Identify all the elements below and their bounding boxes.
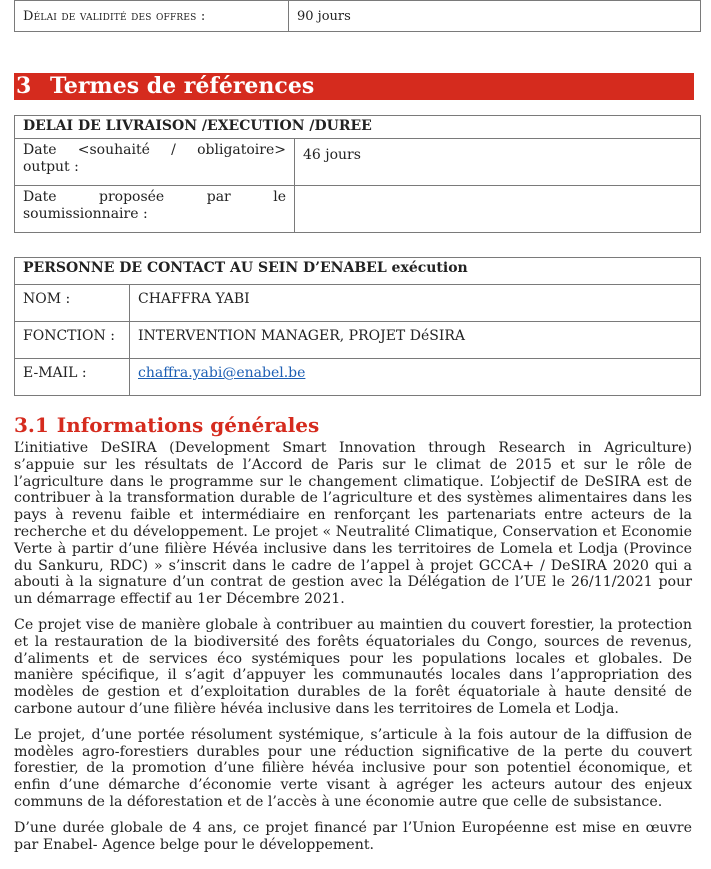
offer-validity-value: 90 jours [289,1,701,32]
subsection-number: 3.1 [14,413,49,437]
table-header-row [15,116,701,139]
section-title: Termes de références [50,73,315,99]
table-row [15,285,701,322]
contact-table [14,257,701,396]
subsection-title: Informations générales [56,413,320,437]
contact-header: PERSONNE DE CONTACT AU SEIN D’ENABEL exécution [15,258,701,285]
section-number: 3 [16,73,32,99]
table-row [15,322,701,359]
delivery-date-required-value: 46 jours [295,139,701,186]
contact-email-label: E-MAIL : [15,359,130,396]
subsection-heading [14,413,319,437]
delivery-date-required-label: Date <souhaité / obligatoire> output : [15,139,295,186]
contact-name-label: NOM : [15,285,130,322]
paragraph: D’une durée globale de 4 ans, ce projet financé par l’Union Européenne est mise en œuvre par Enabel- Agence belge pour le développement. [14,819,692,853]
table-row [15,359,701,396]
paragraph: Le projet, d’une portée résolument systémique, s’articule à la fois autour de la diffusion de modèles agro-forestiers durables pour une réduction significative de la perte du couvert forestier, de la promotion d’une filière hévéa inclusive pour son potentiel économique, et enfin d’une démarche d’économie verte visant à agréger les acteurs autour des enjeux communs de la déforestation et de l’accès à une économie autre que celle de subsistance. [14,726,692,810]
body-text [14,440,692,862]
offer-validity-label: Délai de validité des offres : [15,1,289,32]
delivery-header: DELAI DE LIVRAISON /EXECUTION /DUREE [15,116,701,139]
section-heading-bar [14,73,694,100]
paragraph: L’initiative DeSIRA (Development Smart Innovation through Research in Agriculture) s’appuie sur les résultats de l’Accord de Paris sur le climat de 2015 et sur le rôle de l’agriculture dans le programme sur le changement climatique. L’objectif de DeSIRA est de contribuer à la transformation durable de l’agriculture et des systèmes alimentaires dans les pays à revenu faible et intermédiaire en renforçant les partenariats entre acteurs de la recherche et du développement. Le projet « Neutralité Climatique, Conservation et Economie Verte à partir d’une filière Hévéa inclusive dans les territoires de Lomela et Lodja (Province du Sankuru, RDC) » s’inscrit dans le cadre de l’appel à projet GCCA+ / DeSIRA 2020 qui a abouti à la signature d’un contrat de gestion avec la Délégation de l’UE le 26/11/2021 pour un démarrage effectif au 1er Décembre 2021. [14,440,692,608]
table-row [15,1,701,32]
contact-function-label: FONCTION : [15,322,130,359]
contact-name-value: CHAFFRA YABI [130,285,701,322]
table-row [15,139,701,186]
table-row [15,186,701,233]
delivery-date-proposed-value[interactable] [295,186,701,233]
paragraph: Ce projet vise de manière globale à contribuer au maintien du couvert forestier, la protection et la restauration de la biodiversité des forêts équatoriales du Congo, sources de revenus, d’aliments et de services éco systémiques pour les populations locales et globales. De manière spécifique, il s’agit d’appuyer les communautés locales dans l’appropriation des modèles de gestion et d’exploitation durables de la forêt équatoriale à haute densité de carbone autour d’une filière hévéa inclusive dans les territoires de Lomela et Lodja. [14,616,692,717]
contact-function-value: INTERVENTION MANAGER, PROJET DéSIRA [130,322,701,359]
contact-email-link[interactable]: chaffra.yabi@enabel.be [138,365,306,381]
offer-validity-table [14,0,701,32]
delivery-table [14,115,701,233]
delivery-date-proposed-label: Date proposée par le soumissionnaire : [15,186,295,233]
table-header-row [15,258,701,285]
